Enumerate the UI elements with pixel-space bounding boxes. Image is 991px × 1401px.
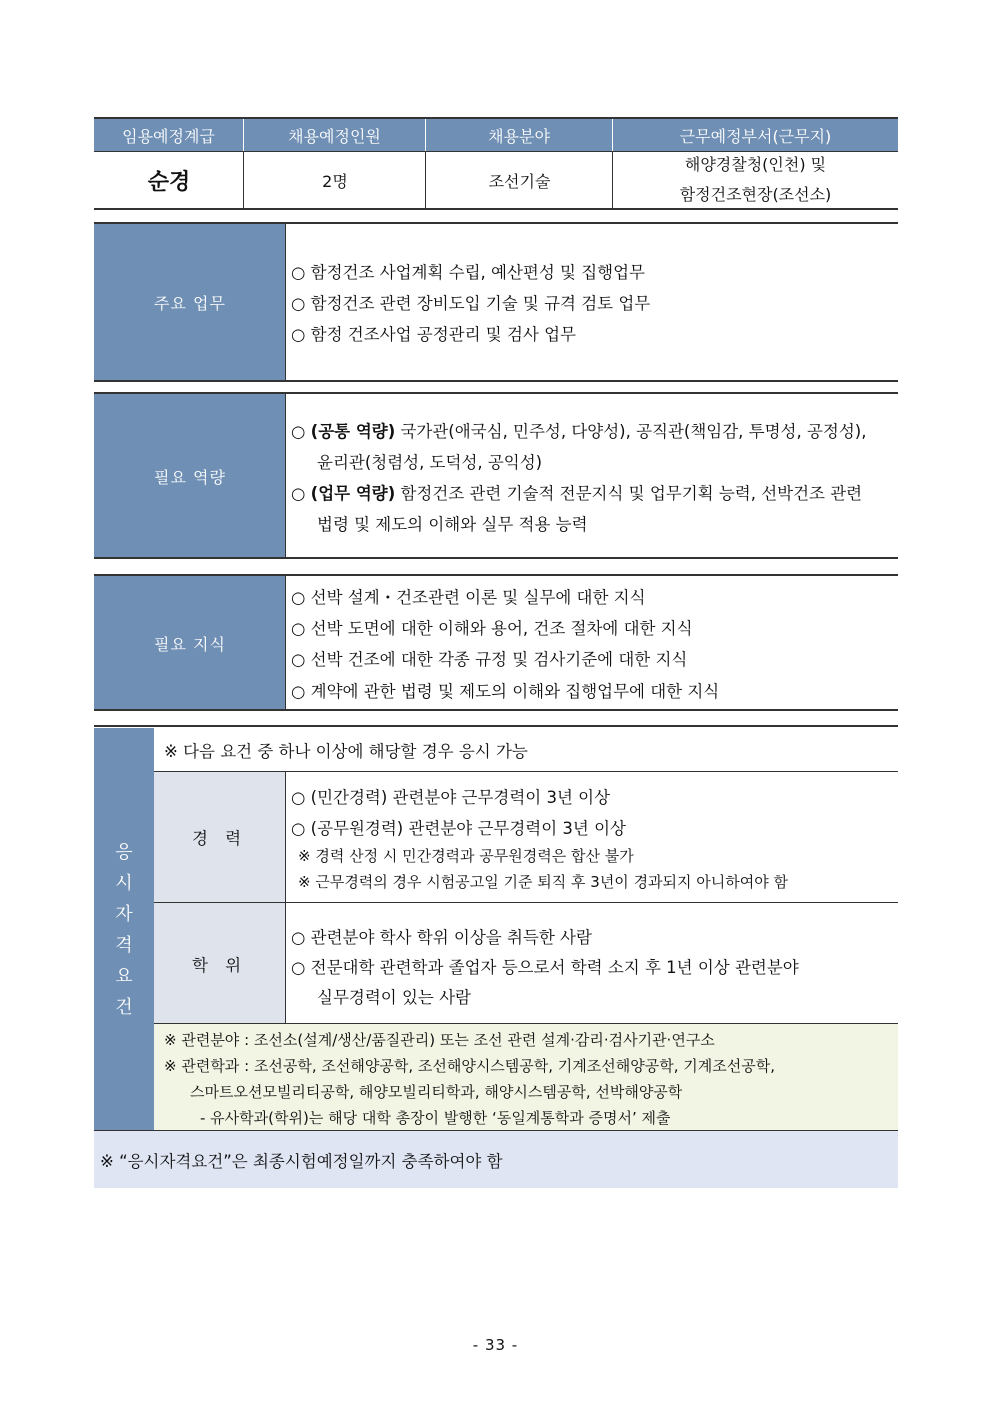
competency-item-common: [291, 418, 866, 442]
qualification-label-char: 자: [115, 904, 133, 925]
qualification-label-char: 응: [115, 842, 133, 863]
knowledge-label: 필요 지식: [94, 576, 286, 710]
degree-item: ○ 관련분야 학사 학위 이상을 취득한 사람: [291, 928, 592, 947]
table-bottom-border: [94, 208, 898, 210]
degree-item-cont: 실무경력이 있는 사람: [317, 988, 471, 1007]
common-competency-label: (공통 역량): [310, 422, 396, 441]
career-label: 경 력: [154, 772, 285, 902]
col-divider: [425, 152, 426, 208]
work-competency-text: 함정건조 관련 기술적 전문지식 및 업무기획 능력, 선박건조 관련: [395, 484, 863, 503]
duty-item: ○ 함정건조 관련 장비도입 기술 및 규격 검토 업무: [291, 294, 651, 313]
duties-bottom-border: [94, 380, 898, 382]
degree-item: ○ 전문대학 관련학과 졸업자 등으로서 학력 소지 후 1년 이상 관련분야: [291, 958, 799, 977]
competency-item-common-cont: 윤리관(청렴성, 도덕성, 공익성): [317, 453, 543, 472]
qualification-label-char: 격: [115, 935, 133, 956]
career-divider: [285, 772, 286, 1024]
header-field: 채용분야: [426, 119, 613, 152]
knowledge-item: ○ 계약에 관한 법령 및 제도의 이해와 집행업무에 대한 지식: [291, 682, 720, 701]
header-count: 채용예정인원: [244, 119, 426, 152]
duties-label: 주요 업무: [94, 224, 286, 381]
competency-item-work: [291, 480, 862, 504]
competency-bottom-border: [94, 557, 898, 559]
competency-divider: [285, 394, 286, 558]
col-divider: [243, 152, 244, 208]
common-competency-text: 국가관(애국심, 민주성, 다양성), 공직관(책임감, 투명성, 공정성),: [395, 422, 867, 441]
knowledge-item: ○ 선박 도면에 대한 이해와 용어, 건조 절차에 대한 지식: [291, 619, 693, 638]
col-divider: [612, 152, 613, 208]
knowledge-bottom-border: [94, 709, 898, 711]
header-dept: 근무예정부서(근무지): [613, 119, 898, 152]
related-field-note: ※ 관련분야 : 조선소(설계/생산/품질관리) 또는 조선 관련 설계·감리·검사기관·연구소: [164, 1031, 715, 1049]
career-item: ○ (민간경력) 관련분야 근무경력이 3년 이상: [291, 788, 611, 807]
qualification-top-border: [94, 725, 898, 727]
knowledge-item: ○ 선박 설계・건조관련 이론 및 실무에 대한 지식: [291, 588, 646, 607]
career-note: ※ 근무경력의 경우 시험공고일 기준 퇴직 후 3년이 경과되지 아니하여야 함: [298, 873, 789, 891]
knowledge-item: ○ 선박 건조에 대한 각종 규정 및 검사기준에 대한 지식: [291, 650, 688, 669]
qualification-intro: ※ 다음 요건 중 하나 이상에 해당할 경우 응시 가능: [164, 742, 528, 761]
competency-label: 필요 역량: [94, 394, 286, 558]
career-note: ※ 경력 산정 시 민간경력과 공무원경력은 합산 불가: [298, 847, 634, 865]
related-major-note: ※ 관련학과 : 조선공학, 조선해양공학, 조선해양시스템공학, 기계조선해양공학, 기계조선공학,: [164, 1057, 775, 1075]
bullet: ○: [291, 422, 311, 441]
count-value: 2명: [322, 171, 348, 191]
header-rank: 임용예정계급: [94, 119, 244, 152]
related-major-note-cont: 스마트오션모빌리티공학, 해양모빌리티학과, 해양시스템공학, 선박해양공학: [190, 1083, 683, 1101]
career-item: ○ (공무원경력) 관련분야 근무경력이 3년 이상: [291, 819, 626, 838]
duty-item: ○ 함정건조 사업계획 수립, 예산편성 및 집행업무: [291, 263, 645, 282]
qualification-label: [94, 728, 154, 1130]
dept-value: [613, 152, 898, 208]
footer-note: ※ “응시자격요건”은 최종시험예정일까지 충족하여야 함: [94, 1131, 898, 1188]
qualification-label-char: 요: [115, 966, 133, 987]
competency-item-work-cont: 법령 및 제도의 이해와 실무 적용 능력: [317, 515, 588, 534]
qualification-label-char: 건: [115, 997, 133, 1018]
work-competency-label: (업무 역량): [310, 484, 396, 503]
degree-label: 학 위: [154, 903, 285, 1024]
bullet: ○: [291, 484, 311, 503]
dept-line-2: 함정건조현장(조선소): [679, 185, 832, 204]
field-value: 조선기술: [488, 171, 551, 191]
duty-item: ○ 함정 건조사업 공정관리 및 검사 업무: [291, 325, 576, 344]
duties-divider: [285, 224, 286, 381]
qualification-label-char: 시: [115, 873, 133, 894]
dept-line-1: 해양경찰청(인천) 및: [684, 155, 827, 174]
similar-major-note: - 유사학과(학위)는 해당 대학 총장이 발행한 ‘동일계통학과 증명서’ 제출: [200, 1109, 671, 1127]
page-number: - 33 -: [472, 1336, 519, 1354]
knowledge-divider: [285, 576, 286, 710]
rank-value: 순경: [147, 169, 191, 195]
